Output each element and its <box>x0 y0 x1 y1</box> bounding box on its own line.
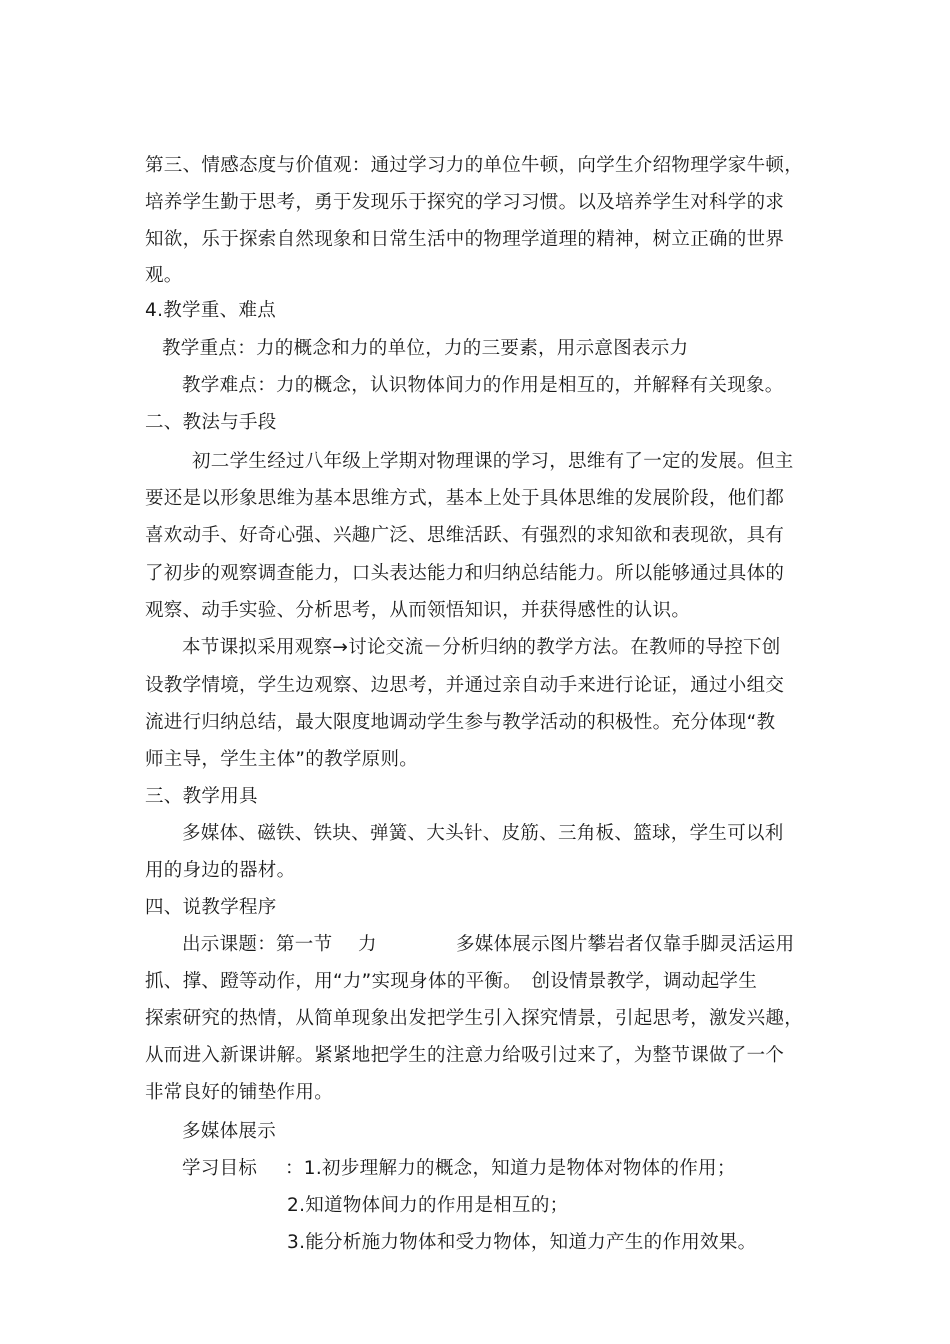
paragraph-line: 多媒体、磁铁、铁块、弹簧、大头针、皮筋、三角板、篮球，学生可以利 <box>182 823 784 844</box>
paragraph-line: 出示课题：第一节 <box>182 934 333 955</box>
paragraph-line: 力 <box>358 934 377 955</box>
paragraph-line: 了初步的观察调查能力，口头表达能力和归纳总结能力。所以能够通过具体的 <box>145 563 785 584</box>
section-heading: 二、教法与手段 <box>145 412 277 433</box>
learning-goals-label: 学习目标 <box>182 1158 258 1179</box>
paragraph-line: 培养学生勤于思考，勇于发现乐于探究的学习习惯。以及培养学生对科学的求 <box>145 192 785 213</box>
learning-goal-item: 3.能分析施力物体和受力物体，知道力产生的作用效果。 <box>287 1232 757 1253</box>
paragraph-line: 知欲，乐于探索自然现象和日常生活中的物理学道理的精神，树立正确的世界 <box>145 229 785 250</box>
paragraph-line: 观察、动手实验、分析思考，从而领悟知识，并获得感性的认识。 <box>145 600 691 621</box>
paragraph-line: 要还是以形象思维为基本思维方式，基本上处于具体思维的发展阶段，他们都 <box>145 488 785 509</box>
learning-goal-item: 2.知道物体间力的作用是相互的； <box>287 1195 569 1216</box>
paragraph-line: 多媒体展示图片攀岩者仅靠手脚灵活运用 <box>456 934 795 955</box>
paragraph-line: 用的身边的器材。 <box>145 860 296 881</box>
paragraph-line: 师主导，学生主体”的教学原则。 <box>145 749 419 770</box>
paragraph-line: 设教学情境，学生边观察、边思考，并通过亲自动手来进行论证，通过小组交 <box>145 675 785 696</box>
paragraph-line: 初二学生经过八年级上学期对物理课的学习，思维有了一定的发展。但主 <box>192 451 794 472</box>
paragraph-line: 教学难点：力的概念，认识物体间力的作用是相互的，并解释有关现象。 <box>182 375 784 396</box>
paragraph-line: 多媒体展示 <box>182 1121 277 1142</box>
paragraph-line: 观。 <box>145 265 183 286</box>
section-heading: 4.教学重、难点 <box>145 300 277 321</box>
paragraph-line: 教学重点：力的概念和力的单位，力的三要素，用示意图表示力 <box>162 338 689 359</box>
paragraph-line: 抓、撑、蹬等动作，用“力”实现身体的平衡。 创设情景教学，调动起学生 <box>145 971 758 992</box>
paragraph-line: 非常良好的铺垫作用。 <box>145 1082 334 1103</box>
learning-goal-item: ：1.初步理解力的概念，知道力是物体对物体的作用； <box>285 1158 736 1179</box>
section-heading: 三、教学用具 <box>145 786 258 807</box>
paragraph-line: 第三、情感态度与价值观：通过学习力的单位牛顿，向学生介绍物理学家牛顿， <box>145 155 804 176</box>
section-heading: 四、说教学程序 <box>145 897 277 918</box>
paragraph-line: 从而进入新课讲解。紧紧地把学生的注意力给吸引过来了，为整节课做了一个 <box>145 1045 785 1066</box>
paragraph-line: 喜欢动手、好奇心强、兴趣广泛、思维活跃、有强烈的求知欲和表现欲，具有 <box>145 525 785 546</box>
paragraph-line: 探索研究的热情，从简单现象出发把学生引入探究情景，引起思考，激发兴趣， <box>145 1008 804 1029</box>
paragraph-line: 流进行归纳总结，最大限度地调动学生参与教学活动的积极性。充分体现“教 <box>145 712 776 733</box>
paragraph-line: 本节课拟采用观察→讨论交流－分析归纳的教学方法。在教师的导控下创 <box>182 637 781 658</box>
